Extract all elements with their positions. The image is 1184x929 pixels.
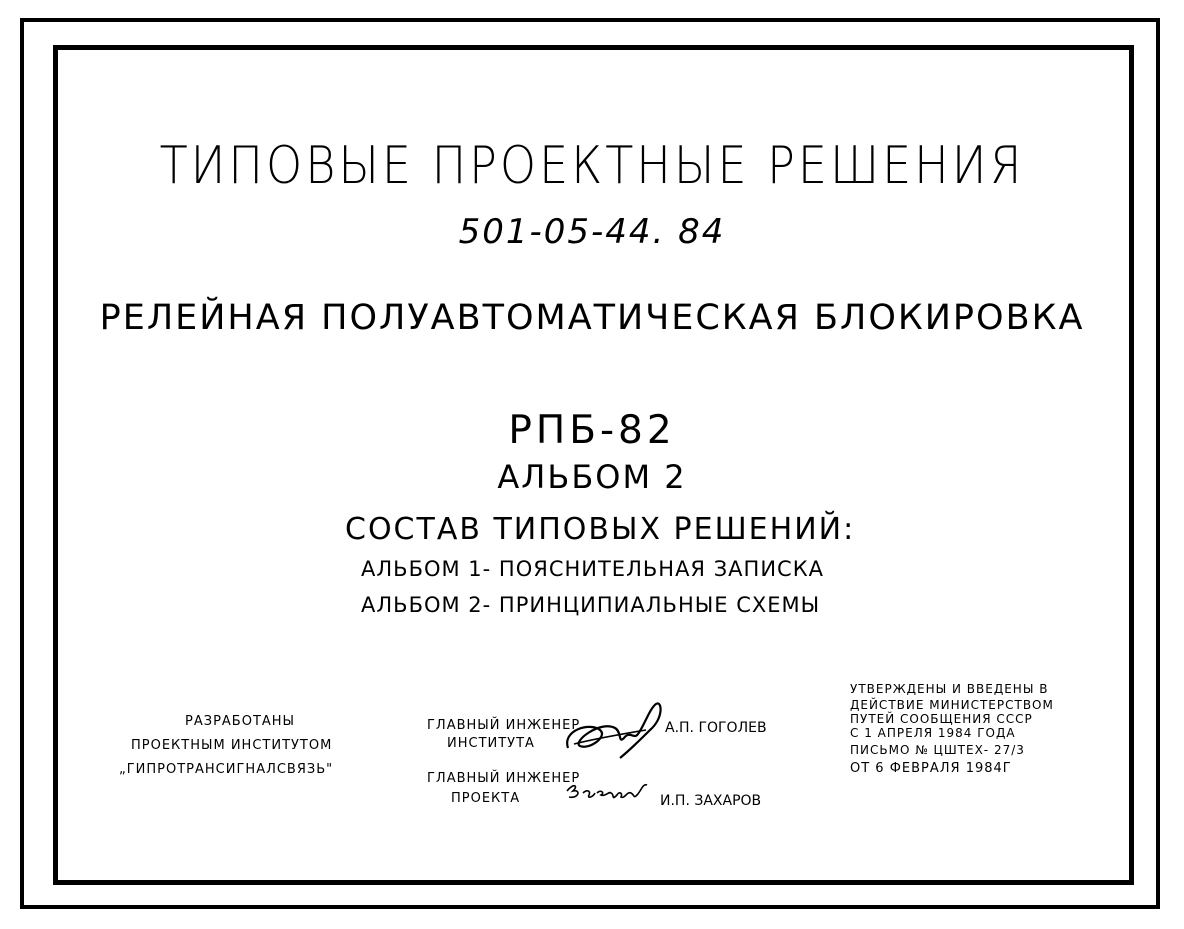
- approval-line: ПИСЬМО № ЦШТЕХ- 27/3: [850, 743, 1025, 757]
- approval-line: ДЕЙСТВИЕ МИНИСТЕРСТВОМ: [850, 698, 1054, 712]
- signatory-role: ГЛАВНЫЙ ИНЖЕНЕР: [427, 718, 581, 733]
- document-subject: РЕЛЕЙНАЯ ПОЛУАВТОМАТИЧЕСКАЯ БЛОКИРОВКА: [99, 298, 1085, 338]
- signatory-name: И.П. ЗАХАРОВ: [660, 793, 762, 809]
- approval-line: ОТ 6 ФЕВРАЛЯ 1984Г: [850, 761, 1012, 776]
- contents-heading: СОСТАВ ТИПОВЫХ РЕШЕНИЙ:: [345, 512, 856, 547]
- signature-zakharov: [563, 779, 653, 807]
- signature-gogolev: [560, 700, 665, 762]
- developer-line: ПРОЕКТНЫМ ИНСТИТУТОМ: [131, 738, 333, 753]
- system-name: РПБ-82: [508, 408, 676, 453]
- contents-item: АЛЬБОМ 2- ПРИНЦИПИАЛЬНЫЕ СХЕМЫ: [361, 593, 821, 617]
- signatory-role: ПРОЕКТА: [451, 791, 521, 806]
- signatory-role: ИНСТИТУТА: [447, 736, 535, 751]
- document-code: 501-05-44. 84: [458, 212, 726, 252]
- developer-institute: „ГИПРОТРАНСИГНАЛСВЯЗЬ": [119, 762, 334, 777]
- developer-line: РАЗРАБОТАНЫ: [185, 714, 296, 729]
- document-title: ТИПОВЫЕ ПРОЕКТНЫЕ РЕШЕНИЯ: [159, 134, 1025, 196]
- signatory-role: ГЛАВНЫЙ ИНЖЕНЕР: [427, 771, 581, 786]
- approval-line: ПУТЕЙ СООБЩЕНИЯ СССР: [850, 712, 1033, 726]
- contents-item: АЛЬБОМ 1- ПОЯСНИТЕЛЬНАЯ ЗАПИСКА: [361, 557, 824, 581]
- album-label: АЛЬБОМ 2: [497, 458, 687, 496]
- approval-line: С 1 АПРЕЛЯ 1984 ГОДА: [850, 726, 1016, 740]
- approval-line: УТВЕРЖДЕНЫ И ВВЕДЕНЫ В: [850, 682, 1049, 696]
- signatory-name: А.П. ГОГОЛЕВ: [665, 720, 767, 736]
